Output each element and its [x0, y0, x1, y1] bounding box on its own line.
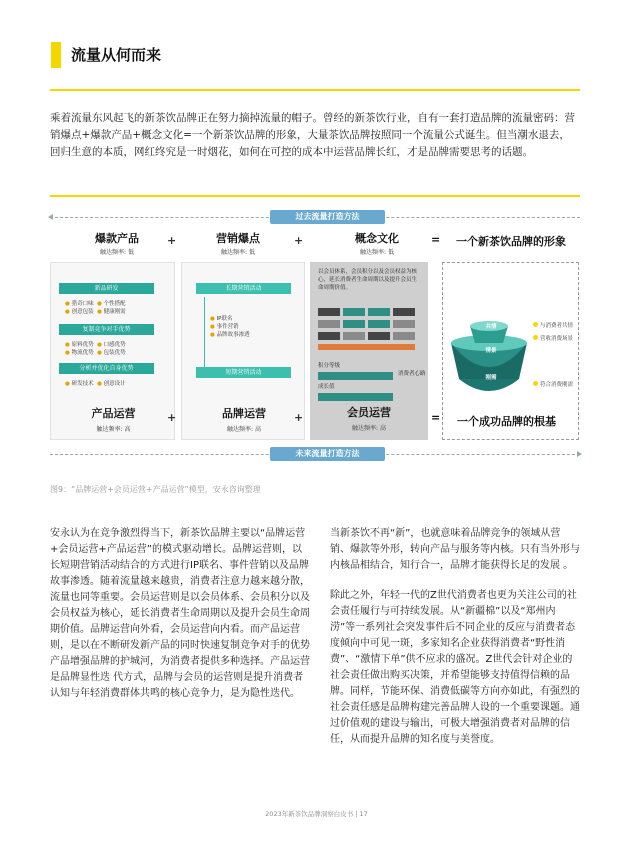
brand-ops-box — [181, 262, 305, 440]
pyramid-layer-top: 共情 — [485, 324, 497, 330]
plus-sign: + — [167, 411, 177, 424]
bottom-col1-title: 产品运营 — [91, 407, 136, 420]
left-arrow-icon — [48, 214, 53, 220]
side-label-1: 与消费者共情 — [540, 323, 574, 329]
top-col3-freq: 触达频率: 低 — [360, 249, 394, 256]
equals-sign: = — [431, 411, 441, 424]
pyramid-graphic — [443, 303, 580, 413]
member-grid — [318, 308, 418, 354]
bottom-result: 一个成功品牌的根基 — [457, 415, 556, 428]
future-method-label: 未来流量打造方法 — [270, 447, 385, 461]
side-dot-icon — [533, 381, 538, 386]
pyramid-layer-mid: 情景 — [485, 348, 497, 354]
bottom-col2-title: 品牌运营 — [222, 407, 266, 420]
body-left-paragraph: 安永认为在竞争激烈得当下，新茶饮品牌主要以“品牌运营+会员运营+产品运营”的模式驱动增长。品牌运营则，以长短期营销活动结合的方式进行IP联名、事件营销以及品牌故事渗透。随着流量越来越贵，消费者注意力越来越分散，流量也同等重要。会员运营则是以会员体系、会员积分以及会员权益为核心，延长消费者生命周期以及提升会员生命周期价值。品牌运营向外看，会员运营向内看。而产品运营则，是以在不断研发新产品的同时快速复制竞争对手的优势产品增强品牌的护城河，为消费者提供多种选择。产品运营是品牌显性迭 代方式，品牌与会员的运营则是提升消费者认知与年轻消费群体共鸣的核心竞争力，是为隐性迭代。 — [50, 528, 310, 699]
side-dot-icon — [533, 322, 538, 327]
bottom-col2-freq: 触达频率: 高 — [227, 426, 261, 433]
brand-connector — [204, 297, 205, 367]
pyramid-box — [442, 262, 579, 440]
member-side-3: 消费者心路 — [398, 371, 426, 377]
top-result: 一个新茶饮品牌的形象 — [456, 235, 566, 248]
top-col1-freq: 触达频率: 低 — [100, 249, 134, 256]
plus-sign: + — [294, 234, 304, 247]
body-right-paragraph-2: 除此之外，年轻一代的Z世代消费者也更为关注公司的社会责任履行与可持续发展。从“新疆棉”以及“郑州内涝”等一系列社会突发事件后不同企业的反应与消费者态度倾向中可见一斑，多家知名企业获得消费者“野性消费”、“激情下单”供不应求的盛况。Z世代会针对企业的社会责任做出购买决策，并希望能够支持值得信赖的品牌。同样，节能环保、消费低碳等方向亦如此，有强烈的社会责任感是品牌构建完善品牌人设的一个重要课题。通过价值观的建设与输出，可极大增强消费者对品牌的信任，从而提升品牌的知名度与美誉度。 — [330, 590, 580, 745]
product-header-3: 分析并优化自身优势 — [59, 363, 154, 374]
product-header-1: 新品研发 — [59, 283, 154, 294]
product-ops-box — [50, 262, 175, 440]
side-label-3: 符合消费刚需 — [540, 382, 574, 388]
bottom-col1-freq: 触达频率: 高 — [96, 426, 131, 433]
product-header-2: 复制竞争对手优势 — [59, 324, 154, 335]
product-list-3: ● 研发技术 ● 创意设计 — [65, 381, 126, 387]
body-right-paragraph-1: 当新茶饮不再“新”，也就意味着品牌竞争的领域从营销、爆款等外形，转向产品与服务等内核。只有当外形与内核品相结合，知行合一，品牌才能获得长足的发展 。 — [330, 528, 580, 571]
bottom-col3-freq: 触达频率: 高 — [352, 425, 386, 432]
member-bar-2 — [318, 393, 393, 401]
top-col1-title: 爆款产品 — [95, 232, 139, 245]
side-label-2: 营收消费场景 — [540, 336, 574, 342]
intro-divider — [50, 195, 580, 197]
product-list-1: ● 猎奇口味 ● 个性搭配 ● 创意包装 ● 健康刚需 — [65, 301, 126, 315]
side-dot-icon — [533, 335, 538, 340]
member-desc: 以会员体系，会员积分以及会员权益为核心，延长消费者生命周期以及提升会员生命周期价值。 — [318, 269, 418, 291]
figure-caption: 图9：“品牌运营+会员运营+产品运营”模型，安永咨询整理 — [50, 485, 261, 494]
brand-header-long: 长期营销活动 — [196, 283, 291, 294]
equals-sign: = — [431, 233, 441, 246]
member-side-2: 成长值 — [318, 384, 335, 390]
brand-items: ● IP联名 ● 事件营销 ● 品牌故事渗透 — [210, 316, 250, 338]
page-footer: 2023年新茶饮品牌洞察白皮书 | 17 — [265, 810, 368, 818]
brand-header-short: 短期营销活动 — [196, 367, 291, 378]
member-side-1: 积分等级 — [318, 363, 341, 369]
plus-sign: + — [167, 234, 177, 247]
member-ops-box — [310, 262, 428, 440]
member-bar-1 — [318, 372, 393, 380]
product-list-2: ● 原料优势 ● 口感优势 ● 物流优势 ● 包装优势 — [65, 342, 126, 356]
top-col2-freq: 触达频率: 低 — [221, 249, 255, 256]
intro-paragraph: 乘着流量东风起飞的新茶饮品牌正在努力摘掉流量的帽子。曾经的新茶饮行业，自有一套打造品牌的流量密码：营销爆点+爆款产品+概念文化=一个新茶饮品牌的形象，大量茶饮品牌按照同一个流量公式诞生。但当潮水退去，回归生意的本质，网红终究是一时烟花，如何在可控的成本中运营品牌长红，才是品牌需要思考的话题。 — [50, 112, 575, 158]
plus-sign: + — [294, 411, 304, 424]
page-title: 流量从何而来 — [71, 46, 162, 64]
title-accent-bar — [51, 42, 61, 68]
title-divider — [50, 89, 580, 91]
pyramid-layer-bottom: 刚需 — [485, 375, 497, 381]
top-col3-title: 概念文化 — [355, 232, 399, 245]
past-method-label: 过去流量打造方法 — [270, 210, 385, 224]
top-col2-title: 营销爆点 — [216, 232, 260, 245]
bottom-col3-title: 会员运营 — [347, 406, 391, 419]
right-arrow-icon — [577, 451, 582, 457]
model-diagram — [50, 205, 580, 475]
